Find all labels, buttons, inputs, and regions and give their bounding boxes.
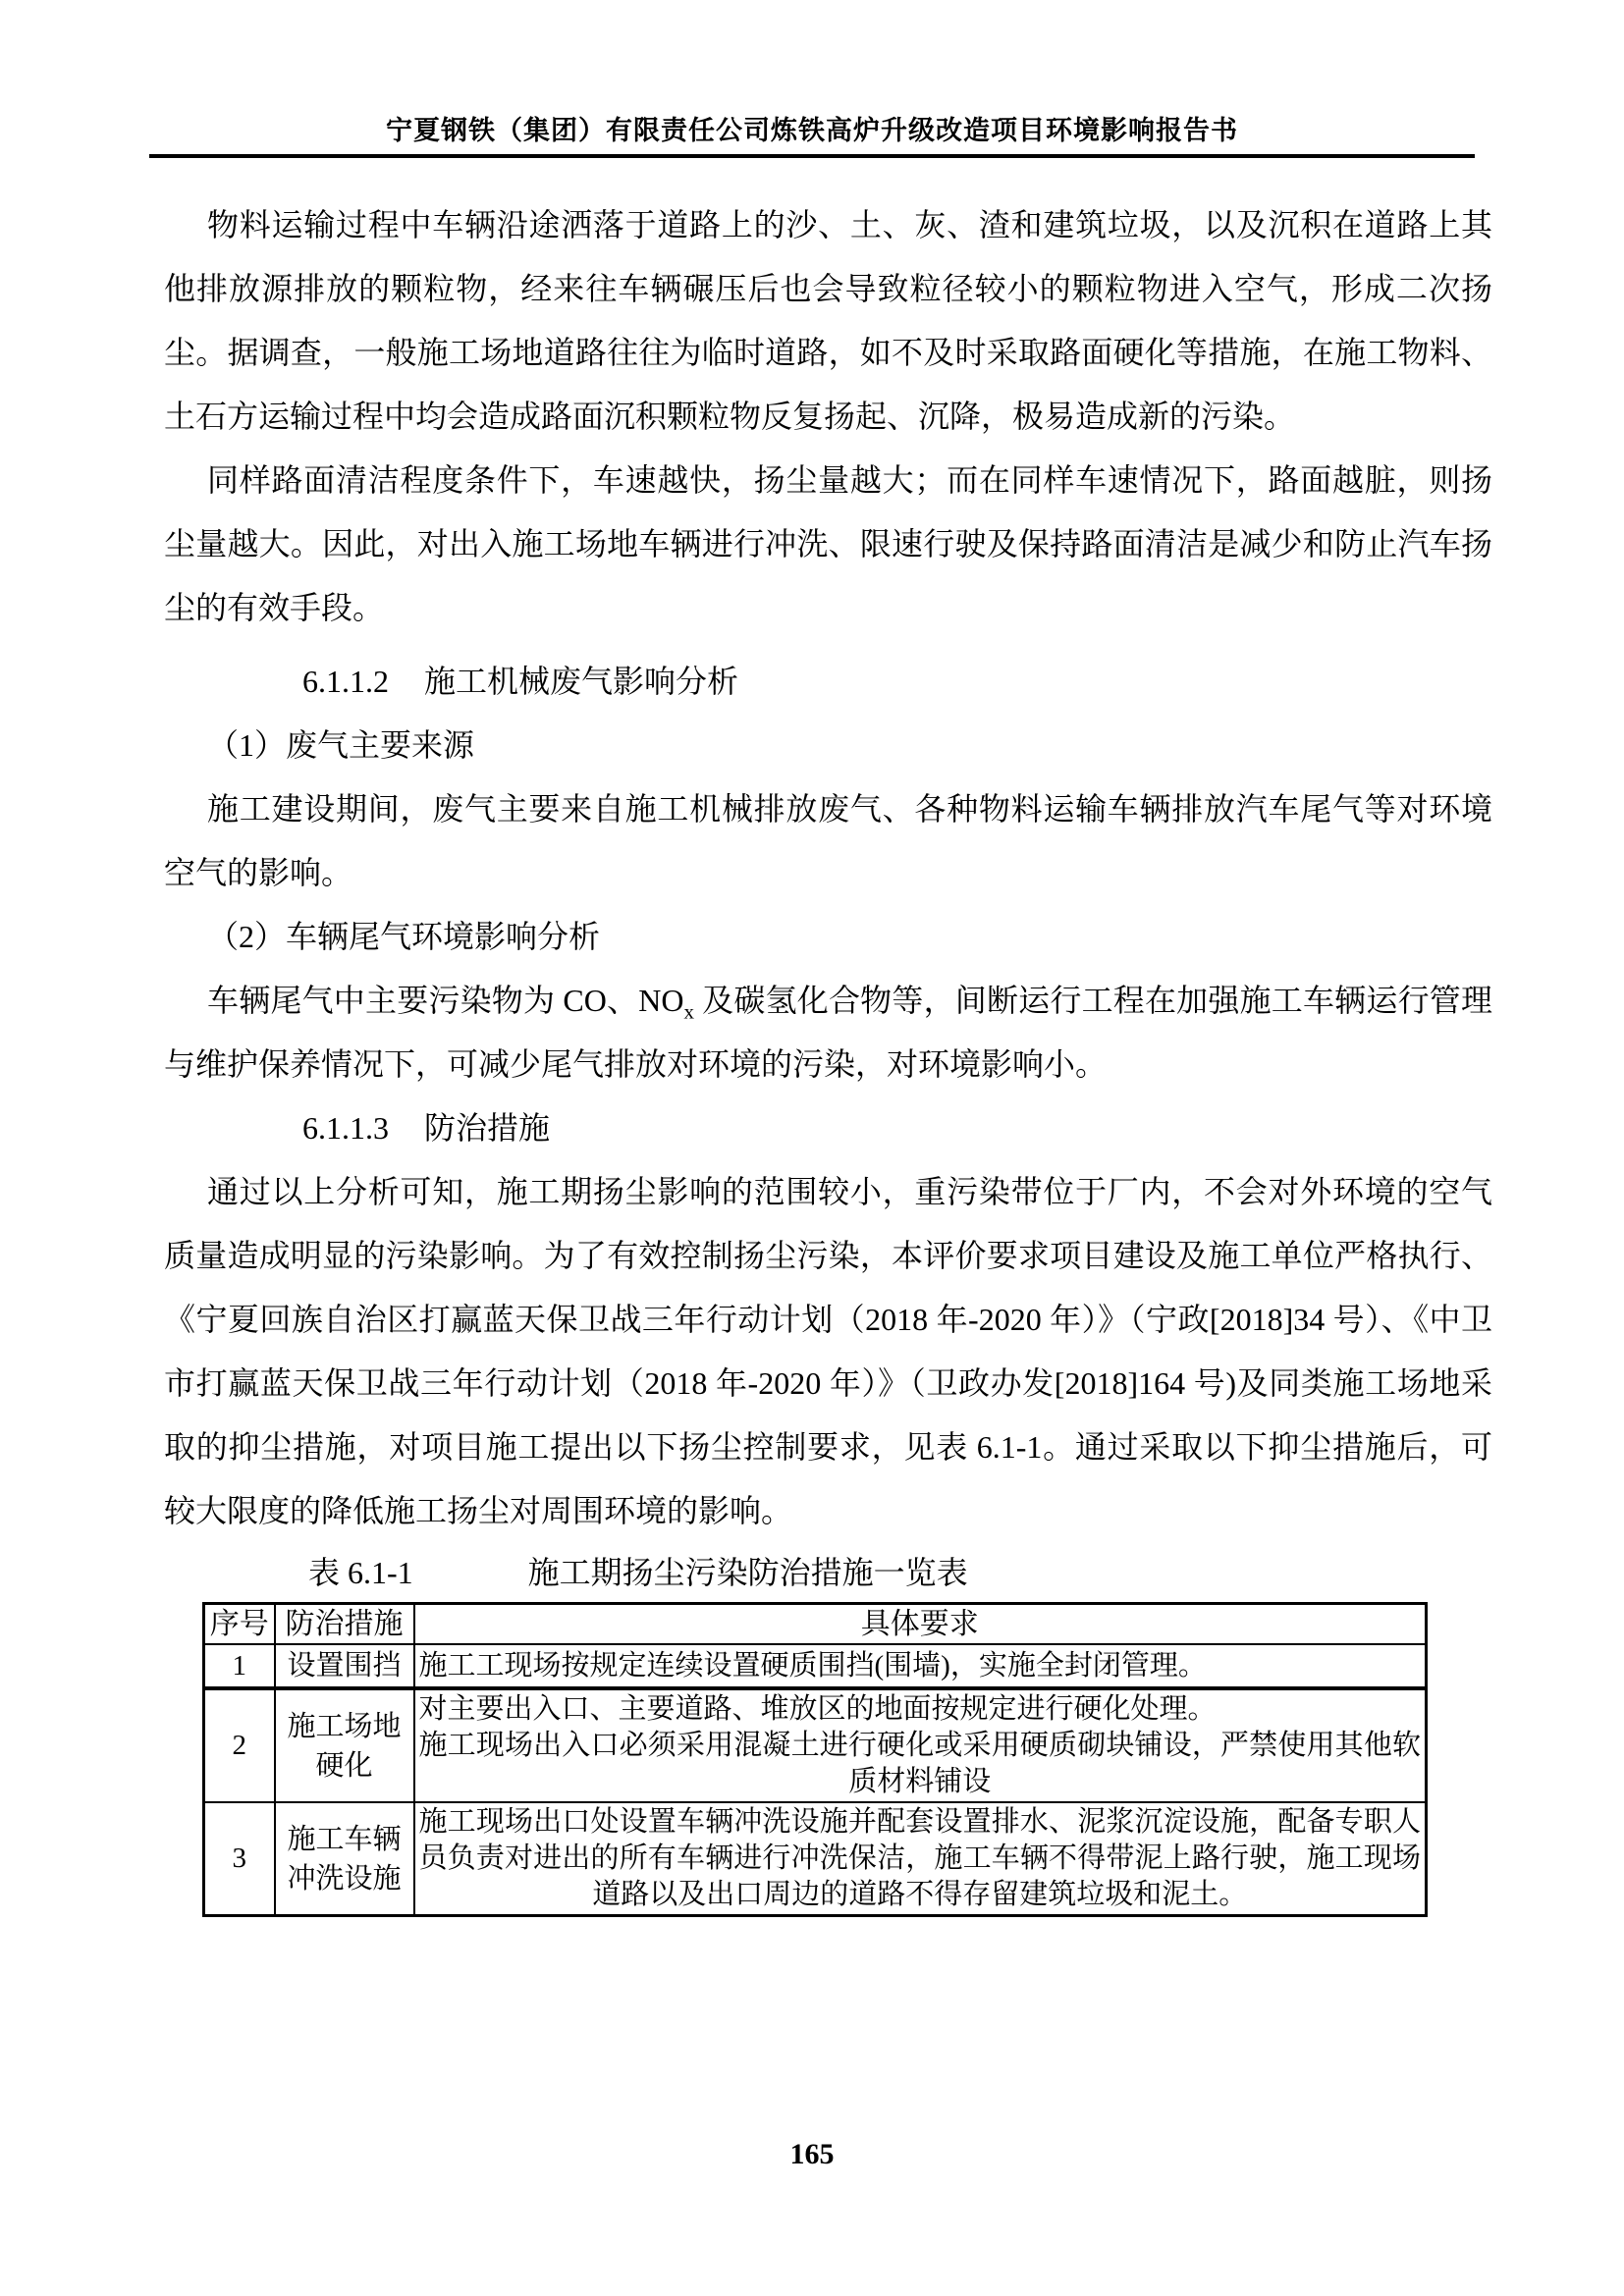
- paragraph-prevention-overview: 通过以上分析可知，施工期扬尘影响的范围较小，重污染带位于厂内，不会对外环境的空气质量造成明显的污染影响。为了有效控制扬尘污染，本评价要求项目建设及施工单位严格执行、《宁夏回族自治区打赢蓝天保卫战三年行动计划（2018 年-2020 年）》（宁政[2018]34 号）、《中卫市打赢蓝天保卫战三年行动计划（2018 年-2020 年）》（卫政办发[2018]164 号)及同类施工场地采取的抑尘措施，对项目施工提出以下扬尘控制要求，见表 6.1-1。通过采取以下抑尘措施后，可较大限度的降低施工扬尘对周围环境的影响。: [164, 1174, 1492, 1528]
- list-item-exhaust-source: （1）废气主要来源: [207, 727, 475, 763]
- paragraph-road-cleanliness: 同样路面清洁程度条件下，车速越快，扬尘量越大；而在同样车速情况下，路面越脏，则扬尘量越大。因此，对出入施工场地车辆进行冲洗、限速行驶及保持路面清洁是减少和防止汽车扬尘的有效手段。: [164, 462, 1492, 625]
- row-measure: 设置围挡: [275, 1644, 414, 1688]
- table-caption-title: 施工期扬尘污染防治措施一览表: [527, 1555, 968, 1590]
- requirement-text: 施工工现场按规定连续设置硬质围挡(围墙)，实施全封闭管理。: [418, 1649, 1207, 1682]
- heading-6-1-1-3: [302, 1096, 1492, 1160]
- table-caption-label: 表 6.1-1: [308, 1555, 413, 1590]
- vehicle-exhaust-text-post: 及碳氢化合物等，间断运行工程在加强施工车辆运行管理与维护保养情况下，可减少尾气排放对环境的污染，对环境影响小。: [164, 983, 1492, 1082]
- document-body: [164, 193, 1492, 1917]
- table-row: [204, 1644, 1427, 1688]
- row-requirement: [414, 1644, 1427, 1688]
- report-title: 宁夏钢铁（集团）有限责任公司炼铁高炉升级改造项目环境影响报告书: [386, 116, 1238, 145]
- column-header-measure: 防治措施: [275, 1604, 414, 1645]
- row-requirement: [414, 1688, 1427, 1802]
- heading-title: 施工机械废气影响分析: [424, 664, 739, 699]
- paragraph-material-transport-dust: 物料运输过程中车辆沿途洒落于道路上的沙、土、灰、渣和建筑垃圾，以及沉积在道路上其他排放源排放的颗粒物，经来往车辆碾压后也会导致粒径较小的颗粒物进入空气，形成二次扬尘。据调查，一般施工场地道路往往为临时道路，如不及时采取路面硬化等措施，在施工物料、土石方运输过程中均会造成路面沉积颗粒物反复扬起、沉降，极易造成新的污染。: [164, 207, 1492, 434]
- vehicle-exhaust-text-pre: 车辆尾气中主要污染物为 CO、NO: [207, 983, 684, 1018]
- nox-subscript: x: [683, 999, 694, 1024]
- row-measure: 施工场地硬化: [275, 1688, 414, 1802]
- page-header: [0, 0, 1624, 158]
- header-rule: [149, 154, 1475, 158]
- requirement-text: 施工现场出入口必须采用混凝土进行硬化或采用硬质砌块铺设，严禁使用其他软质材料铺设: [418, 1730, 1421, 1797]
- row-requirement: [414, 1802, 1427, 1916]
- table-caption: [308, 1543, 1492, 1602]
- column-header-requirement: 具体要求: [414, 1604, 1427, 1645]
- requirement-text: 对主要出入口、主要道路、堆放区的地面按规定进行硬化处理。: [418, 1693, 1217, 1725]
- paragraph-exhaust-source: 施工建设期间，废气主要来自施工机械排放废气、各种物料运输车辆排放汽车尾气等对环境空气的影响。: [164, 791, 1492, 890]
- paragraph-vehicle-exhaust: [164, 969, 1492, 1096]
- heading-title: 防治措施: [424, 1110, 551, 1146]
- table-header-row: [204, 1604, 1427, 1645]
- row-no: 2: [204, 1688, 275, 1802]
- column-header-no: 序号: [204, 1604, 275, 1645]
- table-row: [204, 1688, 1427, 1802]
- page-number: 165: [789, 2138, 835, 2170]
- heading-number: 6.1.1.3: [302, 1110, 389, 1146]
- requirement-text: 施工现场出口处设置车辆冲洗设施并配套设置排水、泥浆沉淀设施，配备专职人员负责对进出的所有车辆进行冲洗保洁，施工车辆不得带泥上路行驶，施工现场道路以及出口周边的道路不得存留建筑垃圾和泥土。: [418, 1806, 1421, 1910]
- table-row: [204, 1802, 1427, 1916]
- row-no: 3: [204, 1802, 275, 1916]
- list-item-vehicle-exhaust: （2）车辆尾气环境影响分析: [207, 919, 601, 954]
- heading-number: 6.1.1.2: [302, 664, 389, 699]
- row-no: 1: [204, 1644, 275, 1688]
- row-measure: 施工车辆冲洗设施: [275, 1802, 414, 1916]
- dust-control-measures-table: [202, 1602, 1428, 1917]
- heading-6-1-1-2: [302, 650, 1492, 714]
